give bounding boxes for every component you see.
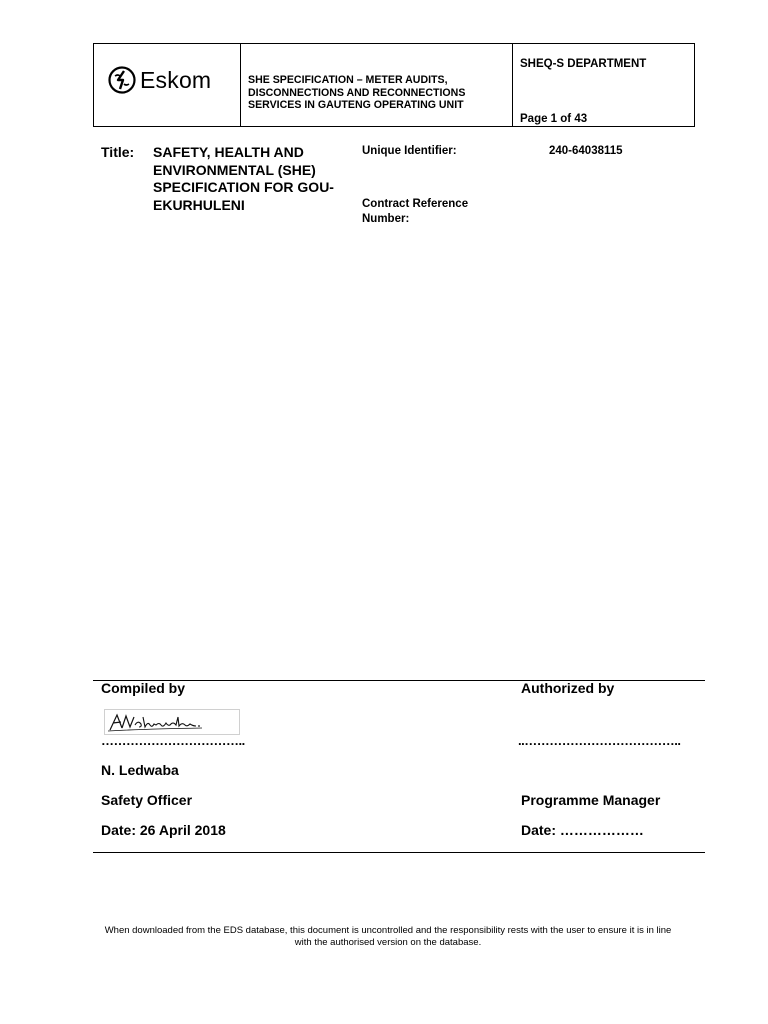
unique-identifier-label: Unique Identifier: xyxy=(362,145,457,157)
logo-cell xyxy=(94,44,241,126)
header-table xyxy=(93,43,695,127)
eskom-logo xyxy=(108,66,211,94)
spec-title-cell xyxy=(240,44,513,126)
spec-title: SHE SPECIFICATION – METER AUDITS, DISCONNECTIONS AND RECONNECTIONS SERVICES IN GAUTENG OPERATING UNIT xyxy=(248,74,466,111)
signoff-bottom-rule xyxy=(93,852,705,853)
eskom-emblem-icon xyxy=(108,66,136,94)
compiler-role: Safety Officer xyxy=(101,792,193,808)
logo-text: Eskom xyxy=(140,66,212,93)
authorizer-role: Programme Manager xyxy=(521,792,661,808)
signature-image xyxy=(104,709,240,735)
authorized-date: Date: ……………… xyxy=(521,822,644,838)
compiled-date: Date: 26 April 2018 xyxy=(101,822,226,838)
department-cell xyxy=(512,44,694,126)
authorized-by-label: Authorized by xyxy=(521,680,615,696)
footer-notice: When downloaded from the EDS database, this document is uncontrolled and the responsibility rests with the user to ensure it is in line with the authorised version on the database. xyxy=(104,925,672,948)
authorized-signature-line: ..……………………………….. xyxy=(518,733,681,748)
unique-identifier-value: 240-64038115 xyxy=(549,145,623,157)
department-label: SHEQ-S DEPARTMENT xyxy=(520,58,647,70)
title-label: Title: xyxy=(101,144,135,160)
page-number: Page 1 of 43 xyxy=(520,113,588,125)
document-title: SAFETY, HEALTH AND ENVIRONMENTAL (SHE) SPECIFICATION FOR GOU-EKURHULENI xyxy=(153,144,334,213)
compiler-name: N. Ledwaba xyxy=(101,762,179,778)
compiled-signature-line: …………………………….. xyxy=(101,733,245,748)
contract-reference-label: Contract Reference Number: xyxy=(362,198,469,225)
compiled-by-label: Compiled by xyxy=(101,680,186,696)
